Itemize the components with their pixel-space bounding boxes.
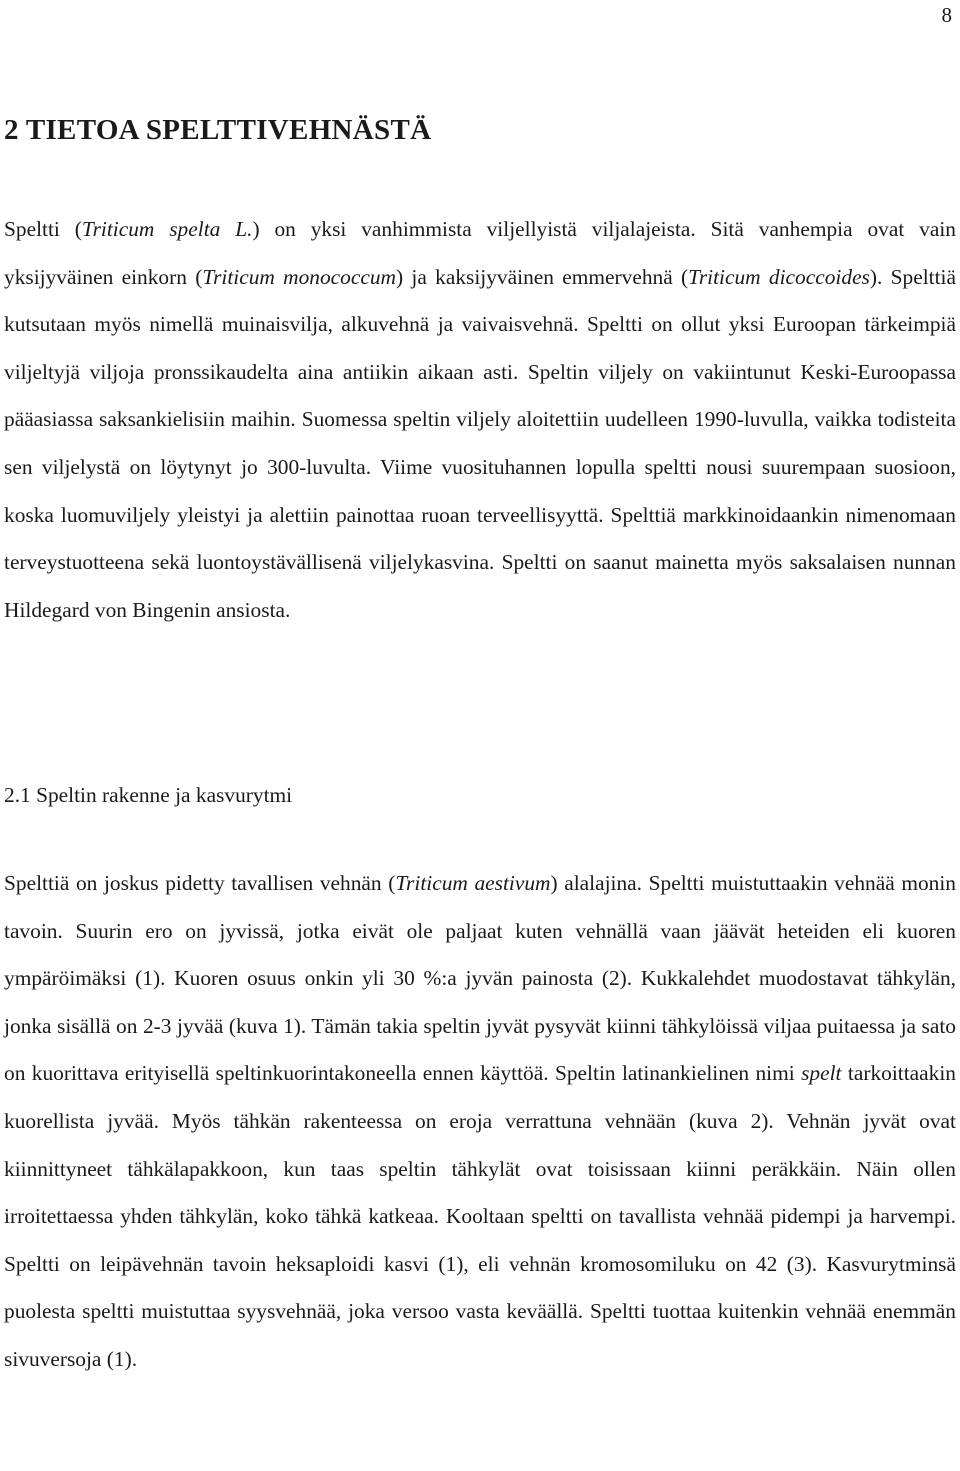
text-run: Spelttiä on joskus pidetty tavallisen vehnän (: [4, 871, 396, 895]
text-run-italic: spelt: [801, 1061, 842, 1086]
text-run: ) ja kaksijyväinen emmervehnä (: [396, 264, 689, 289]
page-number: 8: [941, 3, 952, 27]
text-run: tarkoittaakin kuorellista jyvää. Myös tähkän rakenteessa on eroja verrattuna vehnään (kuva 2). Vehnän jyvät ovat kiinnittyneet tähkälapakkoon, kun taas speltin tähkylät ovat toisissaan kiinni peräkkäin. Näin ollen irroitettaessa yhden tähkylän, koko tähkä katkeaa. Kooltaan speltti on tavallista vehnää pidempi ja harvempi. Speltti on leipävehnän tavoin heksaploidi kasvi (1), eli vehnän kromosomiluku on 42 (3). Kasvurytminsä puolesta speltti muistuttaa syysvehnää, joka versoo vasta keväällä. Speltti tuottaa kuitenkin vehnää enemmän sivuversoja (1).: [4, 1061, 956, 1371]
text-run-italic: Triticum monococcum: [202, 264, 397, 289]
text-run: ) alalajina. Speltti muistuttaakin vehnää monin tavoin. Suurin ero on jyvissä, jotka eivät ole paljaat kuten vehnällä vaan jäävät heteiden eli kuoren ympäröimäksi (1). Kuoren osuus onkin yli 30 %:a jyvän painosta (2). Kukkalehdet muodostavat tähkylän, jonka sisällä on 2-3 jyvää (kuva 1). Tämän takia speltin jyvät pysyvät kiinni tähkylöissä viljaa puitaessa ja sato on kuorittava erityisellä speltinkuorintakoneella ennen käyttöä. Speltin latinankielinen nimi: [4, 871, 956, 1086]
section-heading: 2 TIETOA SPELTTIVEHNÄSTÄ: [4, 114, 432, 146]
subsection-heading: 2.1 Speltin rakenne ja kasvurytmi: [4, 783, 293, 807]
text-run-italic: Triticum dicoccoides: [688, 264, 870, 289]
text-run: ). Spelttiä kutsutaan myös nimellä muinaisvilja, alkuvehnä ja vaivaisvehnä. Speltti on ollut yksi Euroopan tärkeimpiä viljeltyjä viljoja pronssikaudelta aina antiikin aikaan asti. Speltin viljely on vakiintunut Keski-Euroopassa pääasiassa saksankielisiin maihin. Suomessa speltin viljely aloitettiin uudelleen 1990-luvulla, vaikka todisteita sen viljelystä on löytynyt jo 300-luvulta. Viime vuosituhannen lopulla speltti nousi suurempaan suosioon, koska luomuviljely yleistyi ja alettiin painottaa ruoan terveellisyyttä. Spelttiä markkinoidaankin nimenomaan terveystuotteena sekä luontoystävällisenä viljelykasvina. Speltti on saanut mainetta myös saksalaisen nunnan Hildegard von Bingenin ansiosta.: [4, 264, 956, 622]
text-run-italic: Triticum spelta L.: [81, 217, 253, 241]
text-run: Speltti (: [4, 217, 82, 241]
text-run: ) on yksi vanhimmista viljellyistä viljalajeista. Sitä vanhempia ovat vain yksijyväinen einkorn (: [4, 217, 956, 289]
paragraph-structure: [4, 860, 956, 1384]
paragraph-intro: [4, 206, 956, 634]
text-run-italic: Triticum aestivum: [395, 871, 551, 895]
